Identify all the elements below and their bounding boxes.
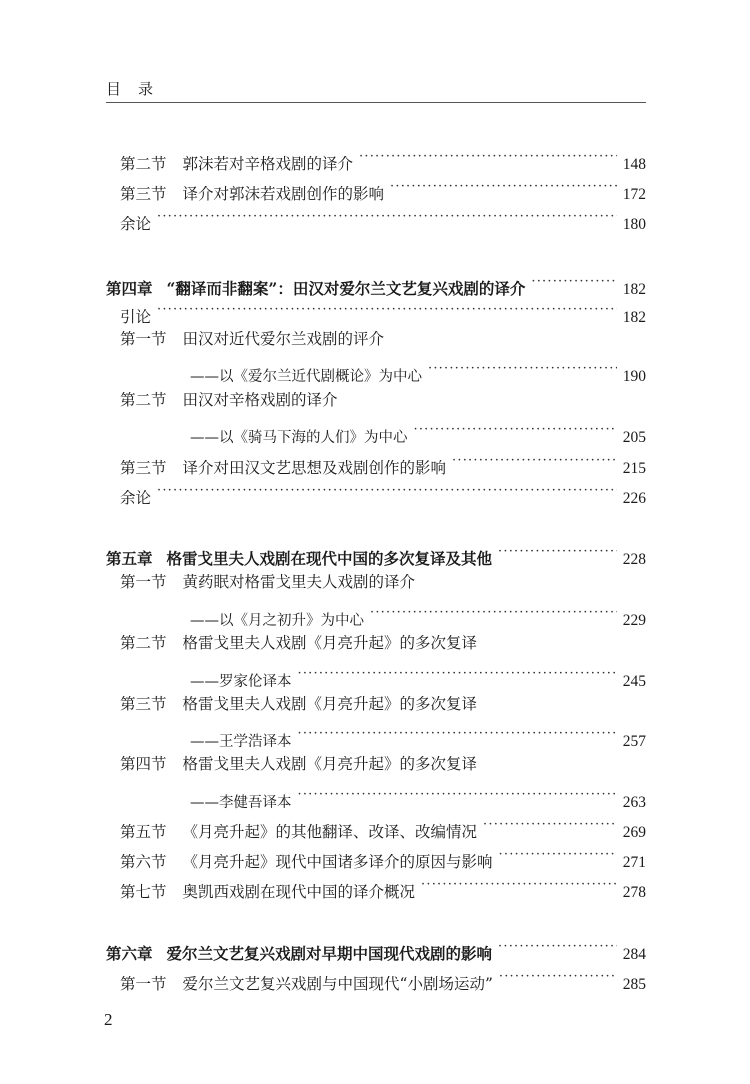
toc-entry-heading (120, 456, 446, 480)
toc-entry-heading (190, 426, 408, 450)
toc-section-entry (120, 873, 646, 901)
toc-entry-heading (120, 692, 477, 716)
toc-dot-leader (298, 722, 617, 746)
toc-section-entry (120, 570, 646, 594)
toc-entry-title: 《月亮升起》现代中国诸多译介的原因与影响 (182, 853, 493, 871)
toc-entry-heading (190, 609, 364, 633)
toc-entry-title: 格雷戈里夫人戏剧《月亮升起》的多次复译 (182, 695, 478, 713)
toc-entry-heading (120, 152, 353, 176)
toc-dot-leader (452, 449, 617, 473)
toc-section-entry (120, 205, 646, 233)
toc-section-entry (120, 327, 646, 351)
toc-entry-number: 第二节 (120, 391, 167, 409)
toc-subtitle-entry (190, 601, 646, 629)
toc-entry-title: 译介对郭沫若戏剧创作的影响 (182, 185, 385, 203)
toc-page-number: 263 (622, 794, 646, 811)
toc-dot-leader (298, 662, 617, 686)
toc-dot-leader (499, 965, 617, 989)
toc-section-entry (120, 692, 646, 716)
toc-entry-heading (120, 182, 384, 206)
toc-entry-number: 第二节 (120, 634, 167, 652)
toc-section-entry (120, 175, 646, 203)
toc-entry-heading (120, 880, 415, 904)
toc-entry-number: 第五节 (120, 823, 167, 841)
toc-entry-number: 第五章 (106, 549, 153, 568)
toc-entry-title: 爱尔兰文艺复兴戏剧对早期中国现代戏剧的影响 (166, 944, 493, 963)
toc-entry-number: 第七节 (120, 883, 167, 901)
toc-entry-heading (120, 752, 477, 776)
toc-section-entry (120, 479, 646, 507)
toc-entry-heading (190, 730, 292, 754)
toc-section-entry (120, 298, 646, 326)
toc-page-number: 182 (622, 309, 646, 326)
toc-page-number: 190 (622, 368, 646, 385)
toc-page-number: 228 (622, 551, 646, 568)
toc-entry-number: 第三节 (120, 185, 167, 203)
toc-section-entry (120, 449, 646, 477)
toc-entry-title: ——以《爱尔兰近代剧概论》为中心 (190, 369, 422, 385)
toc-chapter-entry (106, 270, 646, 298)
toc-page-number: 148 (622, 156, 646, 173)
toc-subtitle-entry (190, 722, 646, 750)
toc-dot-leader (498, 540, 617, 564)
toc-section-entry (120, 388, 646, 412)
toc-entry-title: 田汉对近代爱尔兰戏剧的评介 (182, 330, 385, 348)
toc-dot-leader (390, 175, 617, 199)
toc-entry-number: 第三节 (120, 695, 167, 713)
toc-page-number: 180 (622, 216, 646, 233)
toc-entry-heading (120, 631, 477, 655)
toc-dot-leader (483, 813, 617, 837)
toc-entry-title: 爱尔兰文艺复兴戏剧与中国现代“小剧场运动” (182, 975, 493, 993)
toc-page-number: 278 (622, 884, 646, 901)
toc-subtitle-entry (190, 662, 646, 690)
toc-entry-title: 引论 (120, 308, 152, 326)
toc-dot-leader (428, 357, 617, 381)
toc-entry-heading (120, 305, 151, 329)
toc-entry-title: 译介对田汉文艺思想及戏剧创作的影响 (182, 459, 447, 477)
toc-page-number: 284 (622, 946, 646, 963)
toc-entry-heading (120, 972, 493, 996)
toc-page-number: 172 (622, 186, 646, 203)
toc-dot-leader (414, 418, 617, 442)
toc-entry-heading (106, 942, 492, 966)
toc-entry-title: ——罗家伦译本 (190, 674, 292, 690)
toc-entry-title: 格雷戈里夫人戏剧《月亮升起》的多次复译 (182, 634, 478, 652)
toc-entry-title: ——李健吾译本 (190, 795, 292, 811)
toc-page-number: 271 (622, 854, 646, 871)
toc-entry-heading (120, 327, 384, 351)
toc-section-entry (120, 631, 646, 655)
toc-page-number: 229 (622, 612, 646, 629)
toc-page-number: 205 (622, 429, 646, 446)
toc-subtitle-entry (190, 357, 646, 385)
page-number: 2 (104, 1010, 113, 1029)
toc-entry-heading (120, 850, 493, 874)
toc-page-number: 269 (622, 824, 646, 841)
toc-entry-number: 第四节 (120, 755, 167, 773)
toc-chapter-entry (106, 935, 646, 963)
toc-entry-heading (106, 547, 492, 571)
toc-subtitle-entry (190, 783, 646, 811)
toc-entry-number: 第六节 (120, 853, 167, 871)
toc-entry-number: 第四章 (106, 279, 153, 298)
toc-entry-heading (120, 486, 151, 510)
toc-dot-leader (531, 270, 616, 294)
toc-entry-title: 格雷戈里夫人戏剧在现代中国的多次复译及其他 (166, 549, 493, 568)
toc-entry-title: 田汉对辛格戏剧的译介 (182, 391, 338, 409)
toc-entry-heading (120, 212, 151, 236)
toc-entry-number: 第一节 (120, 573, 167, 591)
toc-page-number: 285 (622, 976, 646, 993)
toc-entry-heading (190, 670, 292, 694)
toc-page-number: 182 (622, 281, 646, 298)
toc-entry-heading (190, 791, 292, 815)
toc-entry-title: 郭沫若对辛格戏剧的译介 (182, 155, 354, 173)
toc-entry-number: 第二节 (120, 155, 167, 173)
toc-page-number: 215 (622, 460, 646, 477)
toc-entry-title: 黄药眠对格雷戈里夫人戏剧的译介 (182, 573, 416, 591)
toc-chapter-entry (106, 540, 646, 568)
toc-entry-number: 第一节 (120, 330, 167, 348)
running-header: 目 录 (106, 80, 155, 98)
toc-entry-heading (120, 820, 477, 844)
toc-dot-leader (298, 783, 617, 807)
toc-section-entry (120, 843, 646, 871)
toc-dot-leader (370, 601, 617, 625)
toc-entry-heading (120, 388, 338, 412)
toc-dot-leader (157, 298, 617, 322)
toc-section-entry (120, 145, 646, 173)
toc-section-entry (120, 752, 646, 776)
toc-dot-leader (157, 205, 617, 229)
toc-dot-leader (359, 145, 617, 169)
toc-entry-title: ——以《月之初升》为中心 (190, 613, 364, 629)
toc-entry-title: 奥凯西戏剧在现代中国的译介概况 (182, 883, 416, 901)
toc-dot-leader (157, 479, 617, 503)
toc-subtitle-entry (190, 418, 646, 446)
toc-entry-title: “翻译而非翻案”：田汉对爱尔兰文艺复兴戏剧的译介 (166, 279, 526, 298)
toc-entry-number: 第一节 (120, 975, 167, 993)
toc-entry-title: 格雷戈里夫人戏剧《月亮升起》的多次复译 (182, 755, 478, 773)
toc-dot-leader (499, 843, 617, 867)
toc-entry-number: 第三节 (120, 459, 167, 477)
toc-section-entry (120, 813, 646, 841)
toc-entry-title: 余论 (120, 215, 152, 233)
toc-entry-title: ——王学浩译本 (190, 734, 292, 750)
toc-entry-title: ——以《骑马下海的人们》为中心 (190, 430, 408, 446)
toc-entry-title: 《月亮升起》的其他翻译、改译、改编情况 (182, 823, 478, 841)
toc-entry-number: 第六章 (106, 944, 153, 963)
toc-entry-title: 余论 (120, 489, 152, 507)
toc-entry-heading (120, 570, 415, 594)
toc-page-number: 245 (622, 673, 646, 690)
toc-entry-heading (190, 365, 422, 389)
toc-dot-leader (421, 873, 617, 897)
toc-page-number: 257 (622, 733, 646, 750)
toc-dot-leader (498, 935, 617, 959)
toc-page-number: 226 (622, 490, 646, 507)
toc-section-entry (120, 965, 646, 993)
